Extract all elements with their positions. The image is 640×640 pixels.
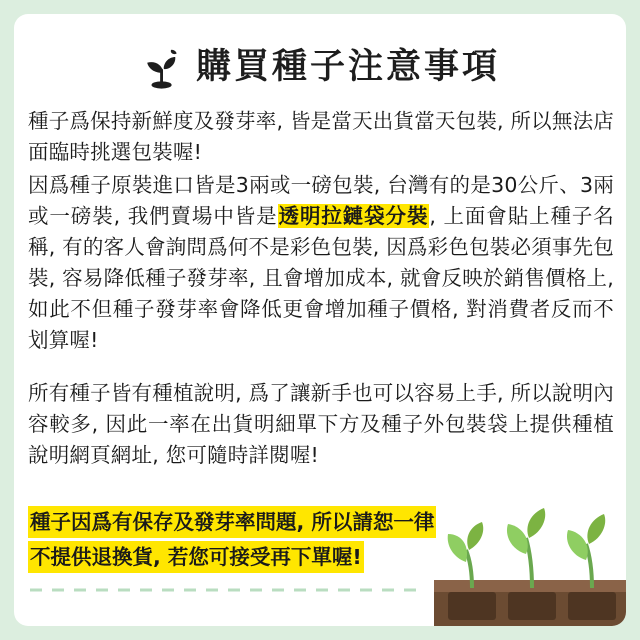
highlighted-phrase: 透明拉鏈袋分裝 [278,204,429,228]
paragraph-2-text-a: 因爲種子原裝進口皆是3兩或一磅包裝, 台灣有的是30公斤、3兩或一磅裝, 我們賣場中皆是 [28,173,614,228]
page-header [14,38,626,96]
warning-line-1: 種子因爲有保存及發芽率問題, 所以請恕一律 [28,506,436,538]
paragraph-2 [28,170,614,356]
paragraph-2-text-b: , 上面會貼上種子名稱, 有的客人會詢問爲何不是彩色包裝, 因爲彩色包裝必須事先包裝, 容易降低種子發芽率, 且會增加成本, 就會反映於銷售價格上, 如此不但種子發芽率會降低更會增加種子價格, 對消費者反而不划算喔! [28,204,614,352]
sprout-icon [140,44,186,90]
notice-body [28,106,614,473]
page-title: 購買種子注意事項 [195,46,500,87]
warning-line-2: 不提供退換貨, 若您可接受再下單喔! [28,541,364,573]
paragraph-1: 種子爲保持新鮮度及發芽率, 皆是當天出貨當天包裝, 所以無法店面臨時挑選包裝喔! [28,109,614,164]
notice-card [14,14,626,626]
warning-block [28,506,548,576]
paragraph-3: 所有種子皆有種植說明, 爲了讓新手也可以容易上手, 所以說明內容較多, 因此一率在出貨明細單下方及種子外包裝袋上提供種植說明網頁網址, 您可隨時詳閱喔! [28,381,614,467]
